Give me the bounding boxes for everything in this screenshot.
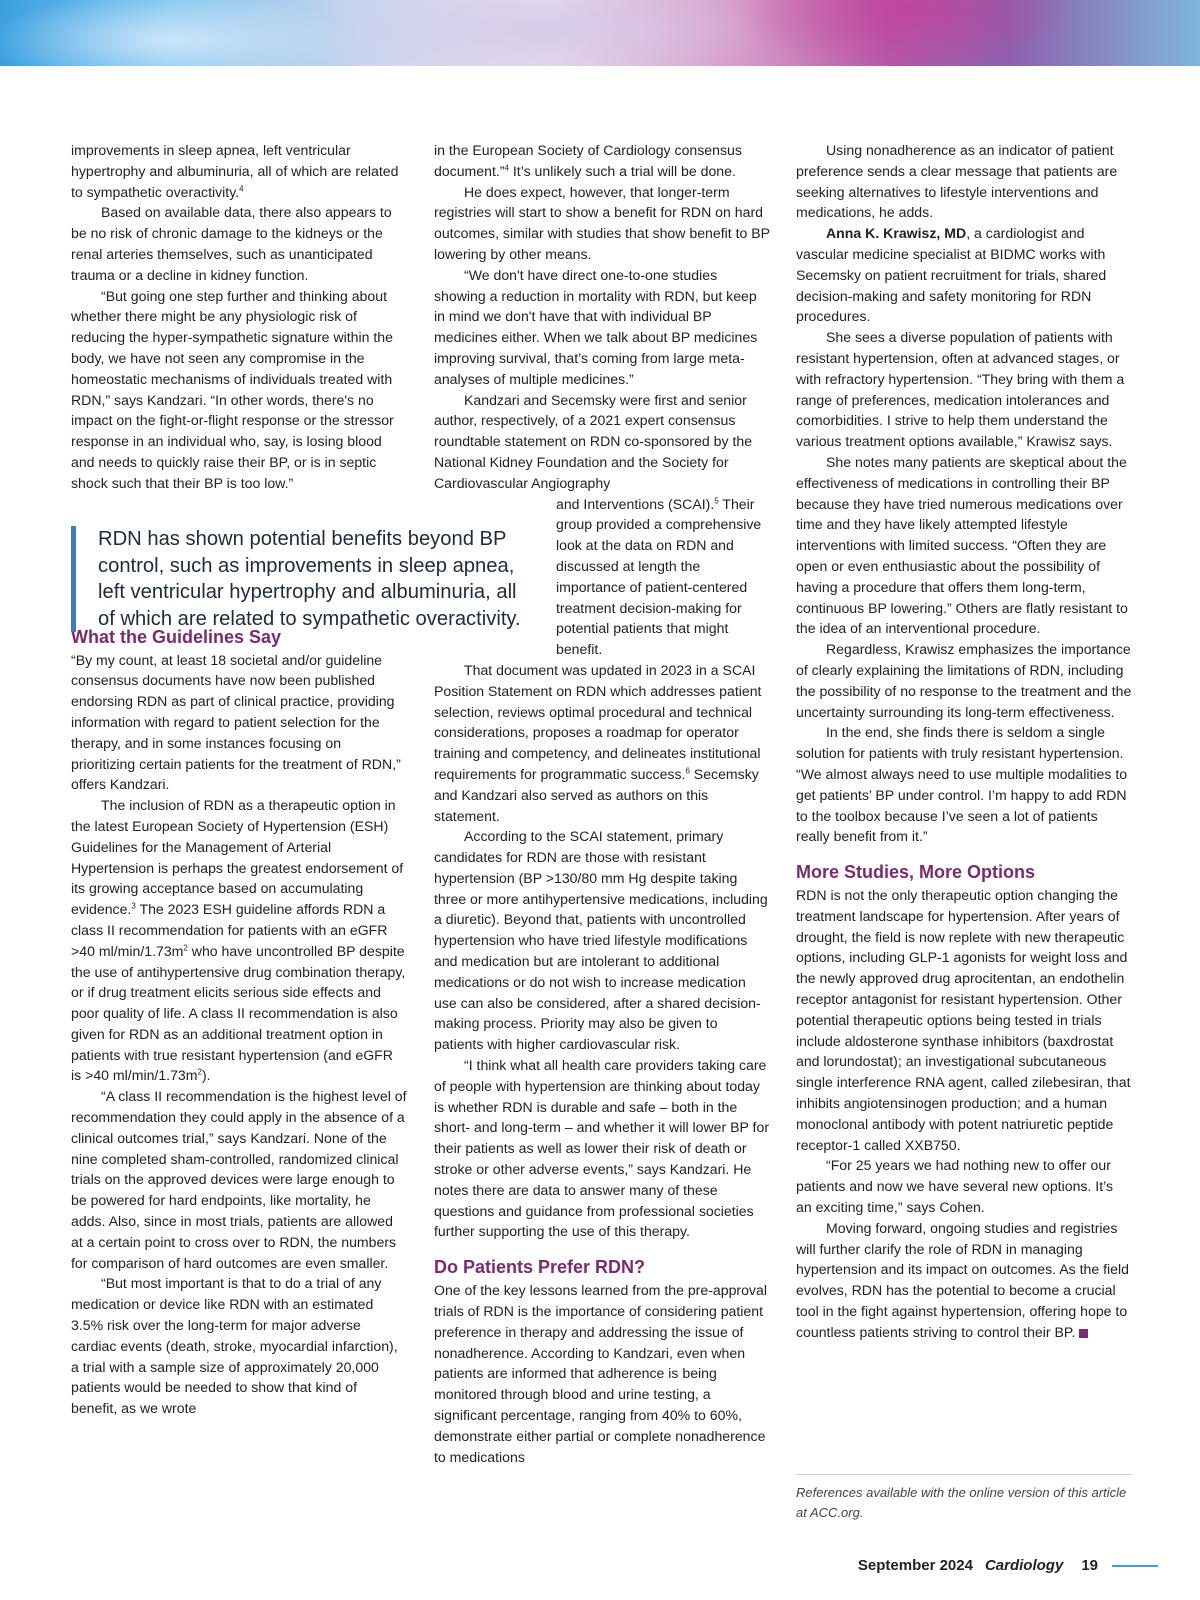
- paragraph: She notes many patients are skeptical about the effectiveness of medications in controlling their BP because they have tried numerous medications over time and they have likely attempted lifestyle interventions with limited success. “Often they are open or even enthusiastic about the possibility of having a procedure that offers them long-term, continuous BP lowering.” Others are flatly resistant to the idea of an interventional procedure.: [796, 453, 1128, 637]
- paragraph: In the end, she finds there is seldom a single solution for patients with truly resistant hypertension. “We almost always need to use multiple modalities to get patients’ BP under control. I’m happy to add RDN to the toolbox because I’ve seen a lot of patients really benefit from it.”: [796, 724, 1128, 845]
- paragraph: “We don't have direct one-to-one studies showing a reduction in mortality with RDN, but keep in mind we don't have that with individual BP medicines either. When we talk about BP medicines improving survival, that’s coming from large meta-analyses of multiple medicines.”: [434, 266, 758, 387]
- paragraph: “For 25 years we had nothing new to offer our patients and now we have several new options. It’s an exciting time,” says Cohen.: [796, 1157, 1114, 1216]
- end-mark-icon: [1079, 1329, 1088, 1338]
- reference-marker: 4: [504, 163, 509, 173]
- page-footer: [858, 1557, 1158, 1574]
- pull-quote-line: control, such as improvements in sleep apnea,: [98, 554, 515, 577]
- page-number: 19: [1081, 1557, 1098, 1574]
- paragraph: “I think what all health care providers taking care of people with hypertension are thinking about today is whether RDN is durable and safe – both in the short- and long-term – and whether it will lower BP for their patients as well as lower their risk of death or stroke or other adverse events,” says Kandzari. He notes there are data to answer many of these questions and guidance from professional societies further supporting the use of this therapy.: [434, 1057, 770, 1240]
- paragraph: She sees a diverse population of patients with resistant hypertension, often at advanced stages, or with refractory hypertension. “They bring with them a range of preferences, medication intolerances and comorbidities. I strive to help them understand the various treatment options available,” Krawisz says.: [796, 329, 1125, 450]
- issue-date: September 2024: [857, 1557, 973, 1574]
- paragraph: The inclusion of RDN as a therapeutic option in the latest European Society of Hypertension (ESH) Guidelines for the Management of Arterial Hypertension is perhaps the greatest endorsement of its growing acceptance based on accumulating evidence.$^3$ The 2023 ESH guideline affords RDN a class II recommendation for patients with an eGFR >40 $ml/\min/1.73m^2$ who have uncontrolled BP despite the use of antihypertensive drug combination therapy, or if drug treatment elicits serious side effects and poor quality of life. A class II recommendation is also given for RDN as an additional treatment option in patients with true resistant hypertension (and eGFR is >40 $ml/\min/1.73m^2$).: [71, 797, 406, 1084]
- pull-quote-line: RDN has shown potential benefits beyond BP: [98, 528, 507, 550]
- section-heading-studies: More Studies, More Options: [796, 862, 1036, 883]
- paragraph: Kandzari and Secemsky were first and senior author, respectively, of a 2021 expert consensus roundtable statement on RDN co-sponsored by the National Kidney Foundation and the Society for Cardiovascular Angiography: [434, 391, 753, 491]
- reference-marker: 6: [685, 766, 690, 776]
- paragraph: “But most important is that to do a trial of any medication or device like RDN with an estimated 3.5% risk over the long-term for major adverse cardiac events (death, stroke, myocardial infarction), a trial with a sample size of approximately 20,000 patients would be needed to show that kind of benefit, as we wrote: [71, 1275, 398, 1417]
- section-heading-patients: Do Patients Prefer RDN?: [434, 1257, 646, 1278]
- paragraph: RDN is not the only therapeutic option changing the treatment landscape for hypertension. After years of drought, the field is now replete with new therapeutic options, including GLP-1 agonists for weight loss and the newly approved drug aprocitentan, an endothelin receptor antagonist for resistant hypertension. Other potential therapeutic options being tested in trials include aldosterone synthase inhibitors (baxdrostat and lorundostat); an investigational subcutaneous single interference RNA agent, called zilebesiran, that inhibits angiotensinogen production; and a human monoclonal antibody with potent natriuretic peptide receptor-1 called XXB750.: [796, 887, 1131, 1153]
- reference-marker: 4: [239, 183, 244, 193]
- article-column-1: [71, 140, 407, 1419]
- narrow-paragraph-block: [556, 494, 770, 660]
- pull-quote-line: of which are related to sympathetic overactivity.: [98, 607, 521, 630]
- magazine-name: Cardiology: [984, 1557, 1064, 1574]
- paragraph: in the European Society of Cardiology consensus document.”$^4$ It’s unlikely such a trial will be done.: [434, 142, 742, 179]
- paragraph: Moving forward, ongoing studies and registries will further clarify the role of RDN in managing hypertension and its impact on outcomes. As the field evolves, RDN has the potential to become a crucial tool in the fight against hypertension, offering hope to countless patients striving to control their BP.: [796, 1219, 1129, 1340]
- paragraph: One of the key lessons learned from the pre-approval trials of RDN is the importance of considering patient preference in therapy and addressing the issue of nonadherence. According to Kandzari, even when patients are informed that adherence is being monitored through blood and urine testing, a significant percentage, ranging from 40% to 60%, demonstrate either partial or complete nonadherence to medications: [434, 1282, 767, 1465]
- header-banner-image: [0, 0, 1200, 66]
- paragraph: He does expect, however, that longer-term registries will start to show a benefit for RDN on hard outcomes, similar with studies that show benefit to BP lowering by other means.: [434, 183, 770, 262]
- reference-marker: 5: [714, 495, 719, 505]
- paragraph: “By my count, at least 18 societal and/or guideline consensus documents have now been published endorsing RDN as part of clinical practice, providing information with regard to patient selection for the therapy, and in some instances focusing on prioritizing certain patients for the treatment of RDN,” offers Kandzari.: [71, 651, 401, 793]
- paragraph: and Interventions (SCAI).$^5$ Their group provided a comprehensive look at the data on RDN and discussed at length the importance of patient-centered treatment decision-making for potential patients that might benefit.: [556, 495, 762, 658]
- article-column-3: [796, 140, 1132, 1343]
- paragraph: Based on available data, there also appears to be no risk of chronic damage to the kidneys or the renal arteries themselves, such as unanticipated trauma or a decline in kidney function.: [71, 204, 392, 283]
- footer-rule: [1112, 1565, 1158, 1567]
- person-name: Anna K. Krawisz, MD: [826, 225, 967, 242]
- paragraph: “A class II recommendation is the highest level of recommendation they could apply in the absence of a clinical outcomes trial,” says Kandzari. None of the nine completed sham-controlled, randomized clinical trials on the approved devices were large enough to be powered for hard endpoints, like mortality, he adds. Also, since in most trials, patients are allowed at a certain point to cross over to RDN, the numbers for comparison of hard outcomes are even smaller.: [71, 1088, 407, 1271]
- article-column-2: [434, 140, 770, 1467]
- paragraph: “But going one step further and thinking about whether there might be any physiologic risk of reducing the hyper-sympathetic signature within the body, we have not seen any compromise in the homeostatic mechanisms of individuals treated with RDN,” says Kandzari. “In other words, there's no impact on the fight-or-flight response or the stressor response in an individual who, say, is losing blood and needs to quickly raise their BP, or is in septic shock such that their BP is too low.”: [71, 287, 394, 491]
- paragraph: Using nonadherence as an indicator of patient preference sends a clear message that patients are seeking alternatives to lifestyle interventions and medications, he adds.: [796, 142, 1118, 221]
- paragraph: improvements in sleep apnea, left ventricular hypertrophy and albuminuria, all of which are related to sympathetic overactivity.$^4$: [71, 142, 399, 200]
- section-heading-guidelines: What the Guidelines Say: [71, 626, 282, 647]
- references-note: References available with the online version of this article at ACC.org.: [796, 1474, 1132, 1523]
- paragraph: That document was updated in 2023 in a SCAI Position Statement on RDN which addresses patient selection, reviews optimal procedural and technical considerations, proposes a roadmap for operator training and competency, and delineates institutional requirements for programmatic success.$^6$ Secemsky and Kandzari also served as authors on this statement.: [434, 661, 762, 824]
- pull-quote-line: left ventricular hypertrophy and albuminuria, all: [98, 581, 517, 603]
- paragraph: According to the SCAI statement, primary candidates for RDN are those with resistant hypertension (BP >130/80 mm Hg despite taking three or more antihypertensive medications, including a diuretic). Beyond that, patients with uncontrolled hypertension who have tried lifestyle modifications and medication but are intolerant to additional medications or do not wish to increase medication use can also be considered, after a shared decision-making process. Priority may also be given to patients with higher cardiovascular risk.: [434, 828, 768, 1053]
- paragraph: Anna K. Krawisz, MD, a cardiologist and vascular medicine specialist at BIDMC works with Secemsky on patient recruitment for trials, shared decision-making and safety monitoring for RDN procedures.: [796, 225, 1107, 325]
- paragraph: Regardless, Krawisz emphasizes the importance of clearly explaining the limitations of RDN, including the possibility of no response to the treatment and the uncertainty surrounding its long-term effectiveness.: [796, 641, 1132, 720]
- reference-marker: 3: [131, 901, 136, 911]
